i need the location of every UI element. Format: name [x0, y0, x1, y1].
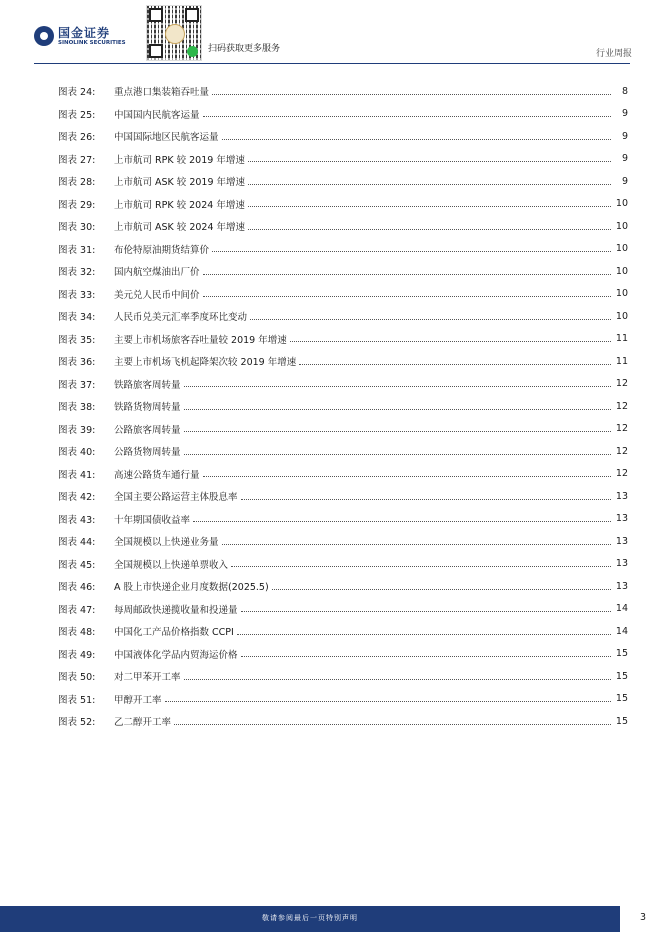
toc-figure-title: 国内航空煤油出厂价 — [114, 267, 200, 279]
toc-entry[interactable] — [58, 665, 628, 688]
toc-figure-title: 重点港口集装箱吞吐量 — [114, 87, 210, 99]
toc-page-number: 9 — [621, 153, 628, 165]
toc-entry[interactable] — [58, 170, 628, 193]
toc-dot-leader — [174, 724, 611, 725]
toc-page-number: 12 — [615, 445, 628, 457]
toc-dot-leader — [184, 386, 611, 387]
toc-entry[interactable] — [58, 305, 628, 328]
figure-list — [58, 80, 628, 733]
qr-center-logo-icon — [165, 24, 185, 44]
toc-figure-label: 图表 29: — [58, 199, 96, 211]
toc-figure-label: 图表 38: — [58, 402, 96, 414]
toc-dot-leader — [272, 589, 611, 590]
toc-dot-leader — [241, 611, 611, 612]
toc-figure-title: 美元兑人民币中间价 — [114, 289, 200, 301]
toc-figure-title: 布伦特原油期货结算价 — [114, 244, 210, 256]
toc-dot-leader — [222, 139, 611, 140]
toc-dot-leader — [231, 566, 611, 567]
company-logo — [34, 24, 134, 54]
page-header — [0, 0, 662, 64]
toc-page-number: 14 — [615, 603, 628, 615]
toc-figure-title: A 股上市快递企业月度数据(2025.5) — [114, 582, 269, 594]
toc-dot-leader — [203, 296, 611, 297]
toc-figure-title: 主要上市机场飞机起降架次较 2019 年增速 — [114, 357, 297, 369]
toc-dot-leader — [184, 431, 611, 432]
toc-entry[interactable] — [58, 485, 628, 508]
toc-dot-leader — [212, 251, 611, 252]
toc-dot-leader — [203, 476, 611, 477]
toc-figure-label: 图表 44: — [58, 537, 96, 549]
toc-figure-label: 图表 35: — [58, 334, 96, 346]
toc-dot-leader — [241, 499, 611, 500]
toc-figure-title: 铁路旅客周转量 — [114, 379, 181, 391]
toc-dot-leader — [184, 679, 611, 680]
toc-figure-label: 图表 34: — [58, 312, 96, 324]
toc-dot-leader — [193, 521, 611, 522]
toc-page-number: 8 — [621, 85, 628, 97]
toc-dot-leader — [241, 656, 611, 657]
wechat-badge-icon — [187, 46, 198, 57]
toc-entry[interactable] — [58, 328, 628, 351]
toc-entry[interactable] — [58, 440, 628, 463]
toc-page-number: 13 — [615, 513, 628, 525]
toc-dot-leader — [165, 701, 611, 702]
qr-finder-top-left — [149, 8, 163, 22]
toc-figure-label: 图表 36: — [58, 357, 96, 369]
toc-entry[interactable] — [58, 260, 628, 283]
toc-figure-title: 主要上市机场旅客吞吐量较 2019 年增速 — [114, 334, 287, 346]
toc-dot-leader — [184, 409, 611, 410]
logo-chinese-name: 国金证券 — [58, 26, 111, 40]
toc-figure-title: 全国主要公路运营主体股息率 — [114, 492, 238, 504]
header-divider — [34, 63, 630, 64]
toc-page-number: 14 — [615, 625, 628, 637]
toc-page-number: 10 — [615, 288, 628, 300]
toc-page-number: 15 — [615, 670, 628, 682]
toc-figure-title: 十年期国债收益率 — [114, 514, 191, 526]
toc-entry[interactable] — [58, 620, 628, 643]
toc-figure-title: 上市航司 ASK 较 2024 年增速 — [114, 222, 246, 234]
toc-figure-label: 图表 24: — [58, 87, 96, 99]
toc-entry[interactable] — [58, 463, 628, 486]
toc-page-number: 12 — [615, 468, 628, 480]
toc-figure-label: 图表 27: — [58, 154, 96, 166]
toc-page-number: 11 — [615, 333, 628, 345]
toc-entry[interactable] — [58, 125, 628, 148]
toc-figure-title: 人民币兑美元汇率季度环比变动 — [114, 312, 248, 324]
toc-figure-title: 中国液体化学品内贸海运价格 — [114, 649, 238, 661]
toc-dot-leader — [222, 544, 611, 545]
toc-entry[interactable] — [58, 643, 628, 666]
toc-page-number: 10 — [615, 243, 628, 255]
toc-figure-label: 图表 40: — [58, 447, 96, 459]
toc-dot-leader — [248, 161, 611, 162]
toc-figure-label: 图表 43: — [58, 514, 96, 526]
toc-figure-title: 中国国际地区民航客运量 — [114, 132, 219, 144]
toc-dot-leader — [250, 319, 611, 320]
toc-dot-leader — [248, 206, 611, 207]
toc-entry[interactable] — [58, 193, 628, 216]
toc-figure-title: 对二甲苯开工率 — [114, 672, 181, 684]
toc-dot-leader — [290, 341, 611, 342]
toc-page-number: 10 — [615, 198, 628, 210]
toc-figure-title: 上市航司 RPK 较 2019 年增速 — [114, 154, 245, 166]
logo-mark-icon — [34, 26, 54, 46]
toc-figure-title: 全国规模以上快递单票收入 — [114, 559, 229, 571]
toc-entry[interactable] — [58, 148, 628, 171]
toc-entry[interactable] — [58, 103, 628, 126]
toc-figure-label: 图表 47: — [58, 604, 96, 616]
qr-caption: 扫码获取更多服务 — [208, 44, 281, 54]
toc-entry[interactable] — [58, 553, 628, 576]
toc-figure-title: 公路货物周转量 — [114, 447, 181, 459]
toc-page-number: 11 — [615, 355, 628, 367]
toc-entry[interactable] — [58, 215, 628, 238]
toc-dot-leader — [184, 454, 611, 455]
logo-english-name: SINOLINK SECURITIES — [58, 40, 126, 46]
report-category: 行业周报 — [595, 49, 632, 59]
toc-dot-leader — [248, 229, 611, 230]
toc-dot-leader — [212, 94, 611, 95]
footer-bar — [0, 906, 620, 932]
toc-page-number: 13 — [615, 535, 628, 547]
toc-figure-label: 图表 41: — [58, 469, 96, 481]
toc-page-number: 12 — [615, 400, 628, 412]
toc-figure-title: 全国规模以上快递业务量 — [114, 537, 219, 549]
toc-figure-title: 上市航司 RPK 较 2024 年增速 — [114, 199, 245, 211]
toc-figure-label: 图表 26: — [58, 132, 96, 144]
toc-figure-title: 铁路货物周转量 — [114, 402, 181, 414]
toc-figure-label: 图表 31: — [58, 244, 96, 256]
toc-entry[interactable] — [58, 283, 628, 306]
toc-figure-title: 乙二醇开工率 — [114, 717, 172, 729]
toc-figure-title: 中国国内民航客运量 — [114, 109, 200, 121]
toc-page-number: 12 — [615, 378, 628, 390]
toc-figure-label: 图表 49: — [58, 649, 96, 661]
toc-page-number: 9 — [621, 130, 628, 142]
toc-figure-label: 图表 45: — [58, 559, 96, 571]
toc-figure-title: 上市航司 ASK 较 2019 年增速 — [114, 177, 246, 189]
toc-figure-label: 图表 37: — [58, 379, 96, 391]
toc-page-number: 15 — [615, 693, 628, 705]
toc-figure-title: 高速公路货车通行量 — [114, 469, 200, 481]
toc-page-number: 13 — [615, 580, 628, 592]
toc-dot-leader — [237, 634, 611, 635]
page-number: 3 — [640, 912, 647, 923]
toc-figure-label: 图表 28: — [58, 177, 96, 189]
toc-entry[interactable] — [58, 710, 628, 733]
qr-code-image — [146, 5, 202, 61]
toc-entry[interactable] — [58, 350, 628, 373]
toc-page-number: 10 — [615, 265, 628, 277]
toc-figure-label: 图表 42: — [58, 492, 96, 504]
toc-figure-label: 图表 32: — [58, 267, 96, 279]
toc-entry[interactable] — [58, 373, 628, 396]
toc-entry[interactable] — [58, 598, 628, 621]
toc-entry[interactable] — [58, 508, 628, 531]
toc-figure-title: 每周邮政快递揽收量和投递量 — [114, 604, 238, 616]
toc-figure-label: 图表 25: — [58, 109, 96, 121]
toc-dot-leader — [203, 116, 611, 117]
toc-dot-leader — [203, 274, 611, 275]
toc-page-number: 9 — [621, 175, 628, 187]
qr-finder-bottom-left — [149, 44, 163, 58]
toc-page-number: 15 — [615, 715, 628, 727]
toc-dot-leader — [299, 364, 611, 365]
toc-entry[interactable] — [58, 238, 628, 261]
toc-figure-label: 图表 30: — [58, 222, 96, 234]
toc-figure-title: 甲醇开工率 — [114, 694, 162, 706]
toc-page-number: 13 — [615, 490, 628, 502]
toc-dot-leader — [248, 184, 611, 185]
toc-figure-label: 图表 39: — [58, 424, 96, 436]
toc-page-number: 9 — [621, 108, 628, 120]
qr-finder-top-right — [185, 8, 199, 22]
toc-figure-label: 图表 33: — [58, 289, 96, 301]
toc-page-number: 15 — [615, 648, 628, 660]
footer-disclaimer: 敬请参阅最后一页特别声明 — [262, 914, 358, 922]
toc-page-number: 10 — [615, 310, 628, 322]
toc-figure-label: 图表 48: — [58, 627, 96, 639]
toc-page-number: 13 — [615, 558, 628, 570]
toc-entry[interactable] — [58, 80, 628, 103]
toc-figure-label: 图表 50: — [58, 672, 96, 684]
toc-figure-title: 公路旅客周转量 — [114, 424, 181, 436]
toc-figure-label: 图表 52: — [58, 717, 96, 729]
toc-page-number: 12 — [615, 423, 628, 435]
toc-entry[interactable] — [58, 688, 628, 711]
toc-figure-label: 图表 51: — [58, 694, 96, 706]
toc-page-number: 10 — [615, 220, 628, 232]
toc-entry[interactable] — [58, 395, 628, 418]
toc-entry[interactable] — [58, 418, 628, 441]
toc-figure-title: 中国化工产品价格指数 CCPI — [114, 627, 234, 639]
toc-figure-label: 图表 46: — [58, 582, 96, 594]
toc-entry[interactable] — [58, 530, 628, 553]
toc-entry[interactable] — [58, 575, 628, 598]
